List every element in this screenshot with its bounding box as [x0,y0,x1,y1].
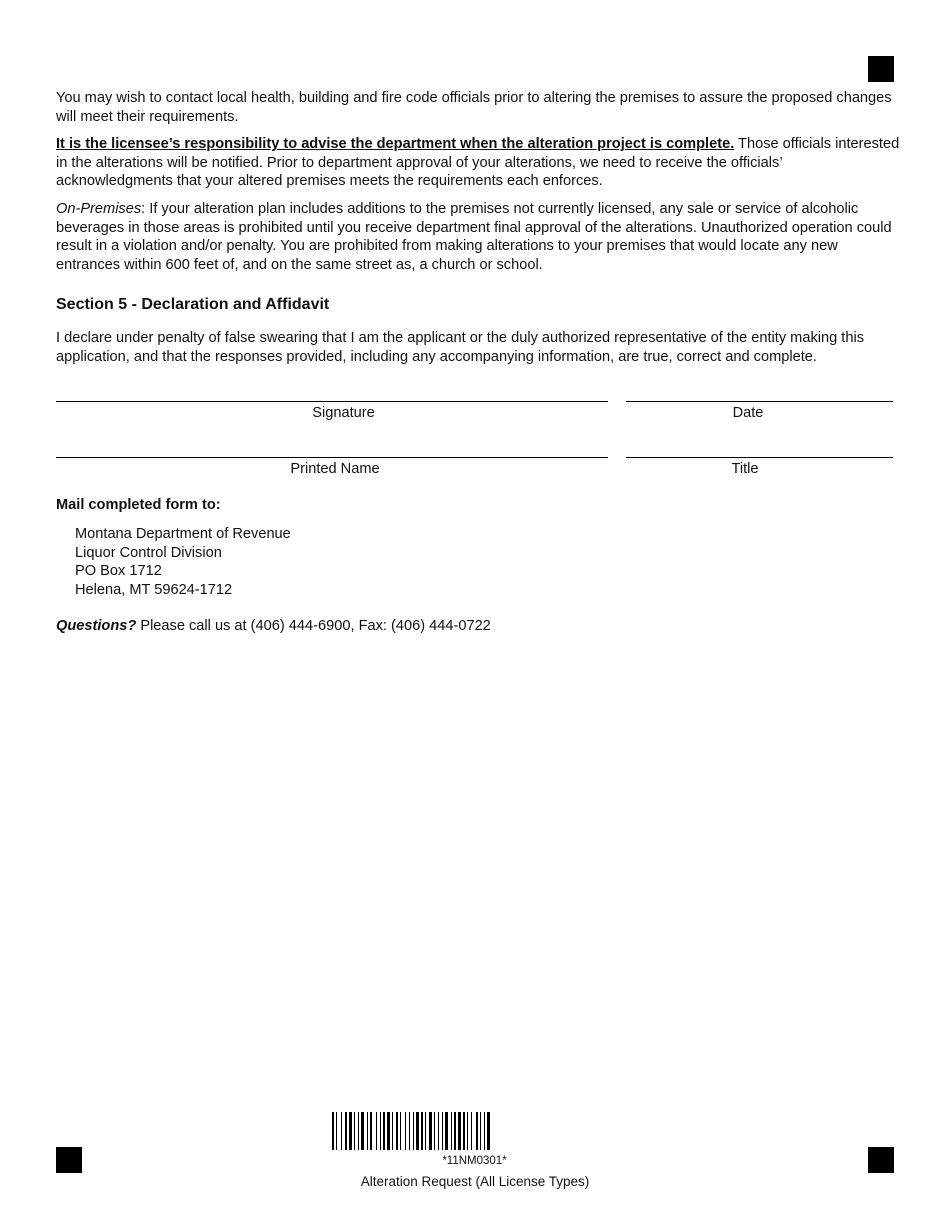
barcode-bar [434,1112,435,1150]
on-premises-text: : If your alteration plan includes additions to the premises not currently licensed, any sale or service of alcoholic beverages in those areas is prohibited until you receive department final approval of the alterations. Unauthorized operation could result in a violation and/or penalty. You are prohibited from making alterations to your premises that would locate any new entrances within 600 feet of, and on the same street as, a church or school. [56,200,892,273]
licensee-responsibility-lead: It is the licensee’s responsibility to advise the department when the alteration project is complete. [56,136,735,153]
address-line: Helena, MT 59624-1712 [75,582,233,599]
barcode-bar [370,1112,372,1150]
barcode-bar [476,1112,478,1150]
barcode-bar [405,1112,406,1150]
barcode-bar [409,1112,410,1150]
declaration-text: I declare under penalty of false swearing that I am the applicant or the duly authorized representative of the entity making this application, and that the responses provided, including any accompanying information, are true, correct and complete. [56,330,864,365]
barcode-bar [332,1112,334,1150]
barcode-bar [383,1112,385,1150]
barcode-bar [467,1112,468,1150]
mailing-address [75,525,291,600]
barcode-bar [425,1112,426,1150]
barcode-bar [354,1112,355,1150]
barcode-bar [387,1112,390,1150]
barcode-bar [358,1112,359,1150]
barcode-bar [341,1112,342,1150]
barcode-bar [396,1112,398,1150]
barcode-bar [336,1112,337,1150]
questions-text: Please call us at (406) 444-6900, Fax: (406) 444-0722 [136,618,491,634]
barcode-bar [484,1112,485,1150]
barcode-bar [445,1112,448,1150]
address-line: Montana Department of Revenue [75,526,291,542]
date-line[interactable] [626,401,893,402]
barcode-bar [454,1112,456,1150]
barcode-bar [442,1112,443,1150]
instructions-text [56,89,901,274]
printed-name-line[interactable] [56,457,608,458]
date-label: Date [732,405,764,421]
paragraph-licensee-responsibility [56,135,901,191]
printed-name-label: Printed Name [290,461,380,477]
registration-mark-bottom-right [868,1147,894,1173]
paragraph-health-officials: You may wish to contact local health, building and fire code officials prior to altering the premises to assure the proposed changes will meet their requirements. [56,90,892,125]
barcode [332,1112,617,1150]
barcode-bar [380,1112,381,1150]
barcode-bar [392,1112,393,1150]
title-label: Title [731,461,759,477]
barcode-text: *11NM0301* [442,1155,507,1167]
barcode-bar [463,1112,465,1150]
barcode-bar [471,1112,472,1150]
section-5-title: Section 5 - Declaration and Affidavit [56,296,330,313]
barcode-bar [480,1112,481,1150]
questions-line [56,618,491,634]
paragraph-on-premises [56,200,901,274]
form-title: Alteration Request (All License Types) [360,1174,590,1189]
registration-mark-top-right [868,56,894,82]
address-line: Liquor Control Division [75,544,222,561]
registration-mark-bottom-left [56,1147,82,1173]
address-line: PO Box 1712 [75,563,162,580]
barcode-bar [413,1112,414,1150]
title-line[interactable] [626,457,893,458]
signature-label: Signature [312,405,375,421]
barcode-bar [400,1112,401,1150]
barcode-bar [487,1112,490,1150]
barcode-bar [361,1112,364,1150]
licensee-responsibility-rest: Those officials interested in the alterations will be notified. Prior to department approval of your alterations, we need to receive the officials’ acknowledgments that your altered premises meets the requirements each enforces. [56,136,900,190]
on-premises-label: On-Premises [56,200,142,217]
barcode-bar [345,1112,347,1150]
barcode-bar [451,1112,452,1150]
barcode-bar [367,1112,368,1150]
barcode-bar [349,1112,352,1150]
barcode-bar [416,1112,419,1150]
questions-label: Questions? [56,618,137,634]
barcode-bar [429,1112,432,1150]
mail-title: Mail completed form to: [56,497,221,513]
barcode-bar [438,1112,439,1150]
barcode-bar [421,1112,423,1150]
barcode-bar [376,1112,377,1150]
signature-line[interactable] [56,401,608,402]
barcode-bar [458,1112,461,1150]
